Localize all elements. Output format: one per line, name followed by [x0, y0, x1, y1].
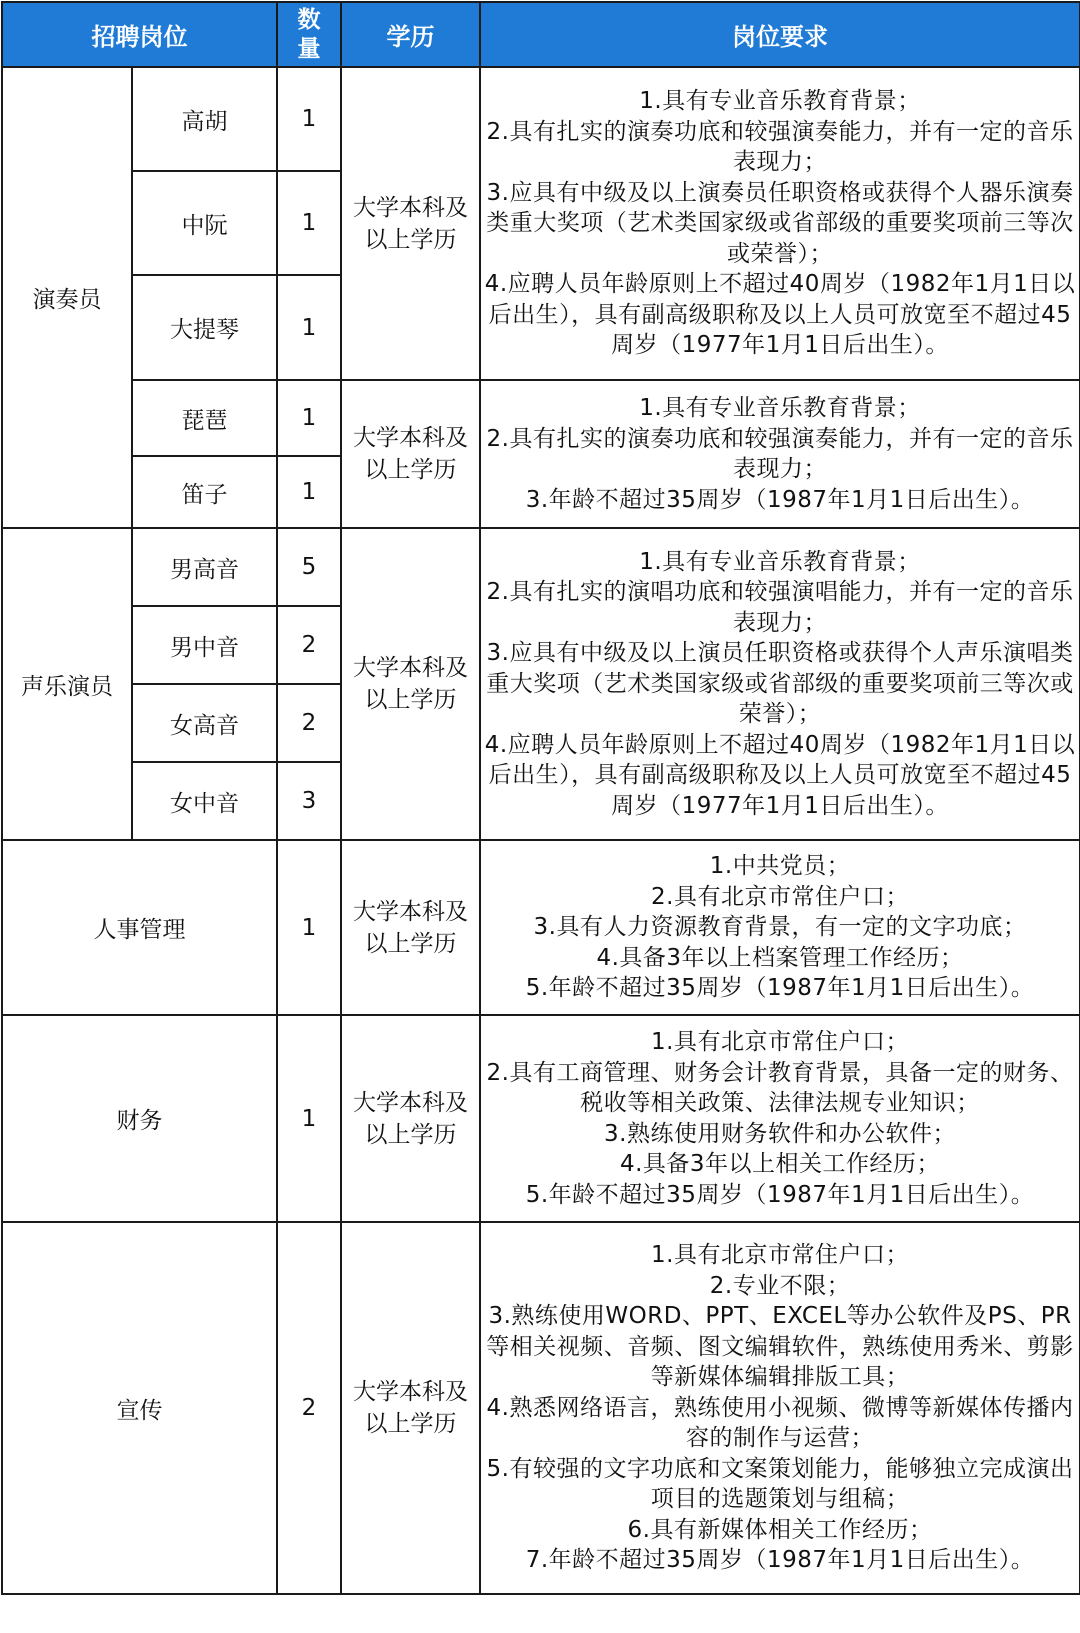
- requirement-item: 1.具有北京市常住户口；: [651, 1029, 909, 1055]
- requirements-cell: [480, 380, 1080, 528]
- requirement-item: 1.中共党员；: [709, 853, 851, 880]
- position-name: 中阮: [132, 171, 277, 275]
- requirement-item: 2.具有扎实的演奏功底和较强演奏能力，并有一定的音乐表现力；: [486, 425, 1074, 482]
- position-count: 1: [277, 171, 341, 275]
- requirement-item: 3.熟练使用WORD、PPT、EXCEL等办公软件及PS、PR等相关视频、音频、图文编辑软件，熟练使用秀米、剪影等新媒体编辑排版工具；: [486, 1303, 1074, 1391]
- header-count: [277, 2, 341, 67]
- requirement-item: 2.具有扎实的演唱功底和较强演唱能力，并有一定的音乐表现力；: [486, 579, 1074, 636]
- requirement-item: 1.具有专业音乐教育背景；: [639, 548, 921, 575]
- education-text: 大学本科及以上学历: [353, 1089, 468, 1148]
- position-name: 女高音: [132, 684, 277, 762]
- education-text: 大学本科及以上学历: [353, 655, 468, 713]
- position-name: 男中音: [132, 606, 277, 684]
- requirement-item: 1.具有专业音乐教育背景；: [639, 395, 921, 421]
- requirement-item: 2.专业不限；: [709, 1272, 851, 1299]
- category-publicity: 宣传: [2, 1222, 277, 1594]
- position-name: 男高音: [132, 528, 277, 606]
- position-count: 1: [277, 380, 341, 456]
- category-performer: 演奏员: [2, 67, 132, 528]
- requirements-cell: [480, 528, 1080, 840]
- education-cell: [341, 1015, 480, 1222]
- requirements-cell: [480, 67, 1080, 380]
- requirement-item: 2.具有工商管理、财务会计教育背景，具备一定的财务、税收等相关政策、法律法规专业知识；: [486, 1059, 1074, 1116]
- position-count: 2: [277, 684, 341, 762]
- position-name: 大提琴: [132, 275, 277, 380]
- header-requirements: 岗位要求: [480, 2, 1080, 67]
- education-text: 大学本科及以上学历: [353, 1379, 468, 1437]
- requirement-item: 5.年龄不超过35周岁（1987年1月1日后出生）。: [525, 975, 1035, 1002]
- header-count-label: 数量: [297, 6, 321, 62]
- position-count: 1: [277, 840, 341, 1015]
- requirement-item: 6.具有新媒体相关工作经历；: [627, 1516, 933, 1543]
- position-count: 2: [277, 1222, 341, 1594]
- requirement-item: 4.具备3年以上相关工作经历；: [619, 1151, 941, 1177]
- requirement-item: 4.应聘人员年龄原则上不超过40周岁（1982年1月1日以后出生），具有副高级职称及以上人员可放宽至不超过45周岁（1977年1月1日后出生）。: [484, 731, 1076, 819]
- requirement-item: 5.年龄不超过35周岁（1987年1月1日后出生）。: [525, 1181, 1035, 1208]
- education-cell: [341, 67, 480, 380]
- table-row: [2, 528, 1080, 606]
- education-text: 大学本科及以上学历: [353, 425, 468, 483]
- position-count: 2: [277, 606, 341, 684]
- requirement-item: 4.具备3年以上档案管理工作经历；: [596, 944, 964, 971]
- requirement-item: 5.有较强的文字功底和文案策划能力，能够独立完成演出项目的选题策划与组稿；: [486, 1455, 1074, 1513]
- table-row: [2, 380, 1080, 456]
- position-count: 5: [277, 528, 341, 606]
- position-name: 笛子: [132, 456, 277, 528]
- requirements-cell: [480, 840, 1080, 1015]
- requirement-item: 3.具有人力资源教育背景，有一定的文字功底；: [533, 914, 1027, 941]
- position-name: 女中音: [132, 762, 277, 840]
- requirement-item: 1.具有专业音乐教育背景；: [639, 88, 921, 115]
- requirement-item: 3.熟练使用财务软件和办公软件；: [604, 1120, 956, 1147]
- requirements-cell: [480, 1015, 1080, 1222]
- education-text: 大学本科及以上学历: [353, 898, 468, 957]
- requirement-item: 4.应聘人员年龄原则上不超过40周岁（1982年1月1日以后出生），具有副高级职称及以上人员可放宽至不超过45周岁（1977年1月1日后出生）。: [484, 271, 1076, 359]
- requirement-item: 4.熟悉网络语言，熟练使用小视频、微博等新媒体传播内容的制作与运营；: [486, 1394, 1074, 1452]
- education-cell: [341, 840, 480, 1015]
- education-text: 大学本科及以上学历: [353, 194, 468, 253]
- requirement-item: 2.具有北京市常住户口；: [651, 883, 909, 910]
- header-education: 学历: [341, 2, 480, 67]
- position-count: 1: [277, 67, 341, 171]
- requirement-item: 7.年龄不超过35周岁（1987年1月1日后出生）。: [525, 1547, 1035, 1574]
- requirement-item: 2.具有扎实的演奏功底和较强演奏能力，并有一定的音乐表现力；: [486, 118, 1074, 176]
- requirement-item: 1.具有北京市常住户口；: [651, 1242, 909, 1269]
- table-row: [2, 1015, 1080, 1222]
- recruitment-table: [1, 1, 1080, 1595]
- requirement-item: 3.应具有中级及以上演奏员任职资格或获得个人器乐演奏类重大奖项（艺术类国家级或省部级的重要奖项前三等次或荣誉）；: [486, 179, 1074, 267]
- position-count: 1: [277, 275, 341, 380]
- education-cell: [341, 528, 480, 840]
- position-name: 高胡: [132, 67, 277, 171]
- requirement-item: 3.年龄不超过35周岁（1987年1月1日后出生）。: [525, 486, 1035, 513]
- position-count: 1: [277, 1015, 341, 1222]
- position-count: 3: [277, 762, 341, 840]
- requirement-item: 3.应具有中级及以上演员任职资格或获得个人声乐演唱类重大奖项（艺术类国家级或省部级的重要奖项前三等次或荣誉）；: [486, 640, 1074, 728]
- table-row: [2, 67, 1080, 171]
- table-row: [2, 840, 1080, 1015]
- category-finance: 财务: [2, 1015, 277, 1222]
- education-cell: [341, 1222, 480, 1594]
- header-position: 招聘岗位: [2, 2, 277, 67]
- requirements-cell: [480, 1222, 1080, 1594]
- table-header-row: [2, 2, 1080, 67]
- position-count: 1: [277, 456, 341, 528]
- table-row: [2, 1222, 1080, 1594]
- position-name: 琵琶: [132, 380, 277, 456]
- category-vocalist: 声乐演员: [2, 528, 132, 840]
- education-cell: [341, 380, 480, 528]
- category-hr: 人事管理: [2, 840, 277, 1015]
